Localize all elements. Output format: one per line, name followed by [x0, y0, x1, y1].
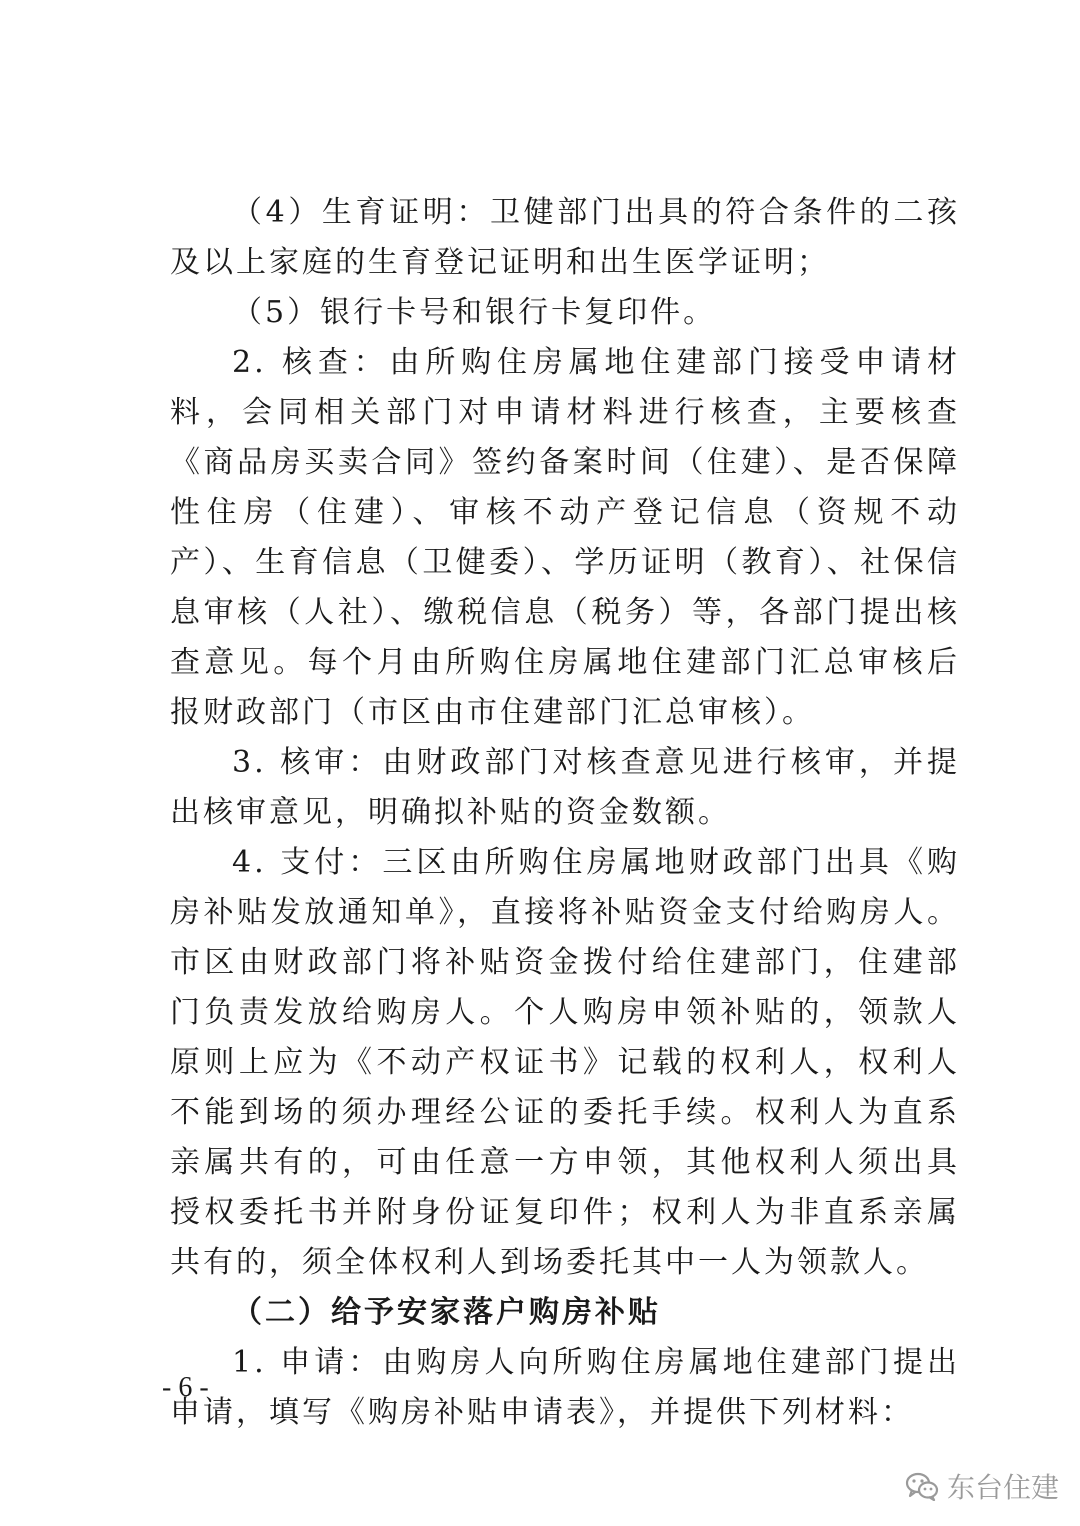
document-body [170, 188, 960, 1438]
paragraph-birth-certificate: （4）生育证明：卫健部门出具的符合条件的二孩及以上家庭的生育登记证明和出生医学证明； [170, 195, 960, 280]
paragraph-verification: 2. 核查：由所购住房属地住建部门接受申请材料，会同相关部门对申请材料进行核查，主要核查《商品房买卖合同》签约备案时间（住建）、是否保障性住房（住建）、审核不动产登记信息（资规不动产）、生育信息（卫健委）、学历证明（教育）、社保信息审核（人社）、缴税信息（税务）等，各部门提出核查意见。每个月由所购住房属地住建部门汇总审核后报财政部门（市区由市住建部门汇总审核）。 [170, 345, 960, 730]
paragraph-bank-card: （5）银行卡号和银行卡复印件。 [232, 295, 717, 330]
watermark-text: 东台住建 [947, 1471, 1060, 1504]
section-heading: （二）给予安家落户购房补贴 [232, 1295, 661, 1330]
watermark [905, 1466, 1059, 1506]
paragraph-application: 1. 申请：由购房人向所购住房属地住建部门提出申请，填写《购房补贴申请表》，并提供下列材料： [170, 1345, 960, 1430]
wechat-icon [905, 1471, 939, 1501]
page-number: - 6 - [162, 1372, 209, 1403]
paragraph-review: 3. 核审：由财政部门对核查意见进行核审，并提出核审意见，明确拟补贴的资金数额。 [170, 745, 960, 830]
paragraph-payment: 4. 支付：三区由所购住房属地财政部门出具《购房补贴发放通知单》，直接将补贴资金支付给购房人。市区由财政部门将补贴资金拨付给住建部门，住建部门负责发放给购房人。个人购房申领补贴的，领款人原则上应为《不动产权证书》记载的权利人，权利人不能到场的须办理经公证的委托手续。权利人为直系亲属共有的，可由任意一方申领，其他权利人须出具授权委托书并附身份证复印件；权利人为非直系亲属共有的，须全体权利人到场委托其中一人为领款人。 [170, 845, 960, 1280]
